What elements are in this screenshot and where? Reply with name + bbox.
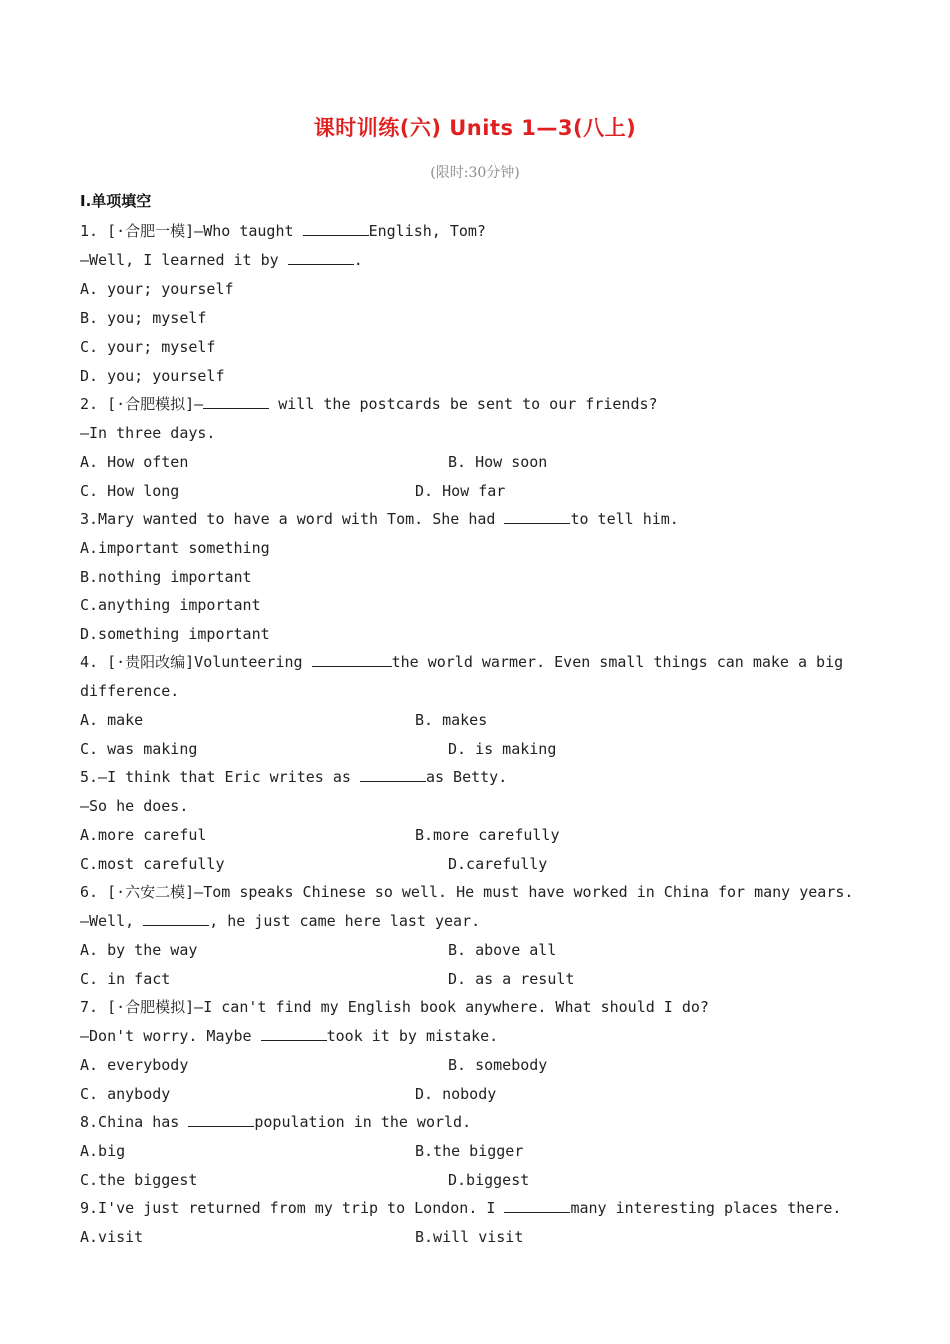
answer-blank bbox=[143, 911, 209, 926]
question-4-option-a: A. make bbox=[80, 711, 144, 729]
question-1-option-d: D. you; yourself bbox=[80, 367, 225, 385]
question-9-option-a: A.visit bbox=[80, 1228, 144, 1246]
question-1-stem: 1. [·合肥一模]—Who taught English, Tom? bbox=[80, 222, 486, 240]
question-3-option-c: C.anything important bbox=[80, 596, 261, 614]
answer-blank bbox=[288, 250, 354, 265]
question-2-stem: 2. [·合肥模拟]— will the postcards be sent to our friends? bbox=[80, 395, 658, 413]
question-7-stem: 7. [·合肥模拟]—I can't find my English book anywhere. What should I do? bbox=[80, 998, 709, 1016]
question-3-option-b: B.nothing important bbox=[80, 568, 252, 586]
question-9-option-b: B.will visit bbox=[415, 1228, 524, 1246]
answer-blank bbox=[203, 394, 269, 409]
question-2-reply: —In three days. bbox=[80, 424, 216, 442]
answer-blank bbox=[188, 1112, 254, 1127]
question-4-option-c: C. was making bbox=[80, 740, 198, 758]
question-4-stem: 4. [·贵阳改编]Volunteering the world warmer. Even small things can make a big bbox=[80, 653, 844, 671]
answer-blank bbox=[360, 767, 426, 782]
question-6-option-d: D. as a result bbox=[448, 970, 575, 988]
question-7-option-d: D. nobody bbox=[415, 1085, 497, 1103]
question-1-option-a: A. your; yourself bbox=[80, 280, 234, 298]
question-5-option-c: C.most carefully bbox=[80, 855, 225, 873]
answer-blank bbox=[504, 509, 570, 524]
question-7-option-a: A. everybody bbox=[80, 1056, 189, 1074]
question-7-reply: —Don't worry. Maybe took it by mistake. bbox=[80, 1027, 499, 1045]
question-6-stem: 6. [·六安二模]—Tom speaks Chinese so well. He must have worked in China for many years. bbox=[80, 883, 854, 901]
question-5-option-a: A.more careful bbox=[80, 826, 207, 844]
question-2-option-a: A. How often bbox=[80, 453, 189, 471]
question-7-option-b: B. somebody bbox=[448, 1056, 548, 1074]
question-8-option-d: D.biggest bbox=[448, 1171, 530, 1189]
section-heading: Ⅰ.单项填空 bbox=[80, 192, 152, 210]
answer-blank bbox=[504, 1198, 570, 1213]
question-6-option-c: C. in fact bbox=[80, 970, 171, 988]
answer-blank bbox=[312, 652, 392, 667]
question-6-option-b: B. above all bbox=[448, 941, 557, 959]
question-5-option-b: B.more carefully bbox=[415, 826, 560, 844]
question-7-option-c: C. anybody bbox=[80, 1085, 171, 1103]
question-5-option-d: D.carefully bbox=[448, 855, 548, 873]
question-1-reply: —Well, I learned it by . bbox=[80, 251, 363, 269]
question-2-option-c: C. How long bbox=[80, 482, 180, 500]
question-9-stem: 9.I've just returned from my trip to London. I many interesting places there. bbox=[80, 1199, 842, 1217]
question-3-option-d: D.something important bbox=[80, 625, 270, 643]
question-2-option-b: B. How soon bbox=[448, 453, 548, 471]
page-title: 课时训练(六) Units 1—3(八上) bbox=[313, 116, 637, 140]
question-2-option-d: D. How far bbox=[415, 482, 506, 500]
question-3-stem: 3.Mary wanted to have a word with Tom. She had to tell him. bbox=[80, 510, 679, 528]
question-8-option-a: A.big bbox=[80, 1142, 126, 1160]
question-8-stem: 8.China has population in the world. bbox=[80, 1113, 472, 1131]
question-1-option-c: C. your; myself bbox=[80, 338, 216, 356]
question-1-option-b: B. you; myself bbox=[80, 309, 207, 327]
question-4-stem-cont: difference. bbox=[80, 682, 180, 700]
question-6-option-a: A. by the way bbox=[80, 941, 198, 959]
question-5-stem: 5.—I think that Eric writes as as Betty. bbox=[80, 768, 508, 786]
question-8-option-b: B.the bigger bbox=[415, 1142, 524, 1160]
question-3-option-a: A.important something bbox=[80, 539, 270, 557]
question-5-reply: —So he does. bbox=[80, 797, 189, 815]
question-6-reply: —Well, , he just came here last year. bbox=[80, 912, 481, 930]
question-8-option-c: C.the biggest bbox=[80, 1171, 198, 1189]
question-4-option-b: B. makes bbox=[415, 711, 488, 729]
time-limit: (限时:30分钟) bbox=[430, 165, 520, 181]
answer-blank bbox=[303, 221, 369, 236]
question-4-option-d: D. is making bbox=[448, 740, 557, 758]
answer-blank bbox=[261, 1026, 327, 1041]
